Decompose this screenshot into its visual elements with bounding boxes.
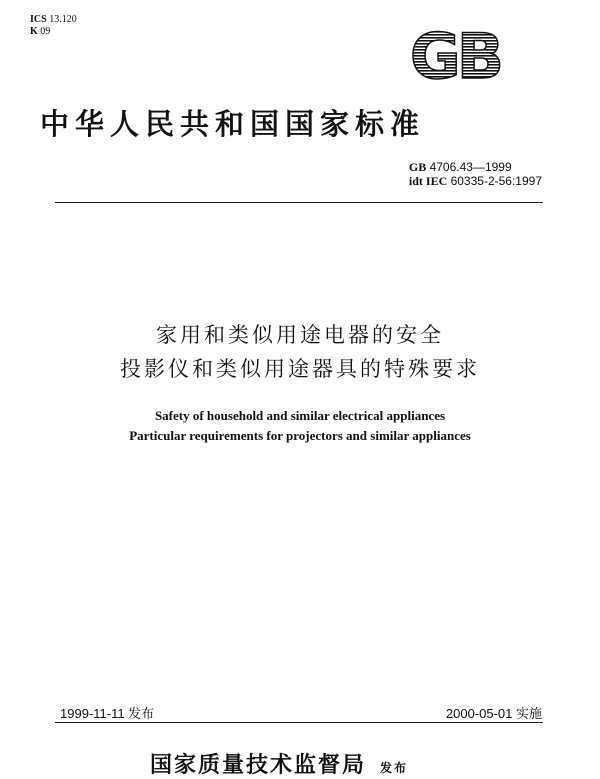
gb-code: 4706.43—1999	[429, 160, 512, 174]
gb-logo-text: GB	[409, 22, 501, 86]
standard-type-title: 中华人民共和国国家标准	[40, 107, 426, 141]
english-title-line-1: Safety of household and similar electrical appliances	[154, 408, 446, 423]
k-code: 09	[40, 26, 51, 37]
idt-label: idt IEC	[408, 174, 448, 188]
publisher-org: 国家质量技术监督局	[150, 752, 367, 778]
bottom-divider	[55, 722, 543, 723]
english-title	[0, 406, 600, 446]
idt-number-line	[409, 174, 542, 188]
publisher	[150, 748, 408, 779]
idt-code: 60335-2-56:1997	[450, 174, 542, 188]
ics-line	[30, 14, 77, 26]
chinese-title-line-1: 家用和类似用途电器的安全	[156, 323, 444, 347]
english-title-line-2: Particular requirements for projectors and similar appliances	[129, 428, 471, 443]
implementation-date: 2000-05-01 实施	[445, 706, 542, 721]
k-line	[30, 26, 77, 38]
gb-label: GB	[408, 160, 427, 174]
ics-code: 13.120	[49, 14, 77, 25]
classification-codes	[30, 14, 77, 38]
publisher-action: 发布	[380, 761, 409, 775]
chinese-title-line-2: 投影仪和类似用途器具的特殊要求	[120, 357, 480, 381]
gb-number-line	[409, 160, 542, 174]
standard-number-block	[409, 160, 542, 188]
top-divider	[55, 202, 543, 203]
gb-logo	[400, 22, 510, 86]
chinese-title	[0, 318, 600, 386]
ics-label: ICS	[30, 14, 47, 25]
k-label: K	[30, 26, 38, 37]
gb-logo-graphic	[400, 22, 510, 86]
issue-date: 1999-11-11 发布	[60, 706, 155, 721]
